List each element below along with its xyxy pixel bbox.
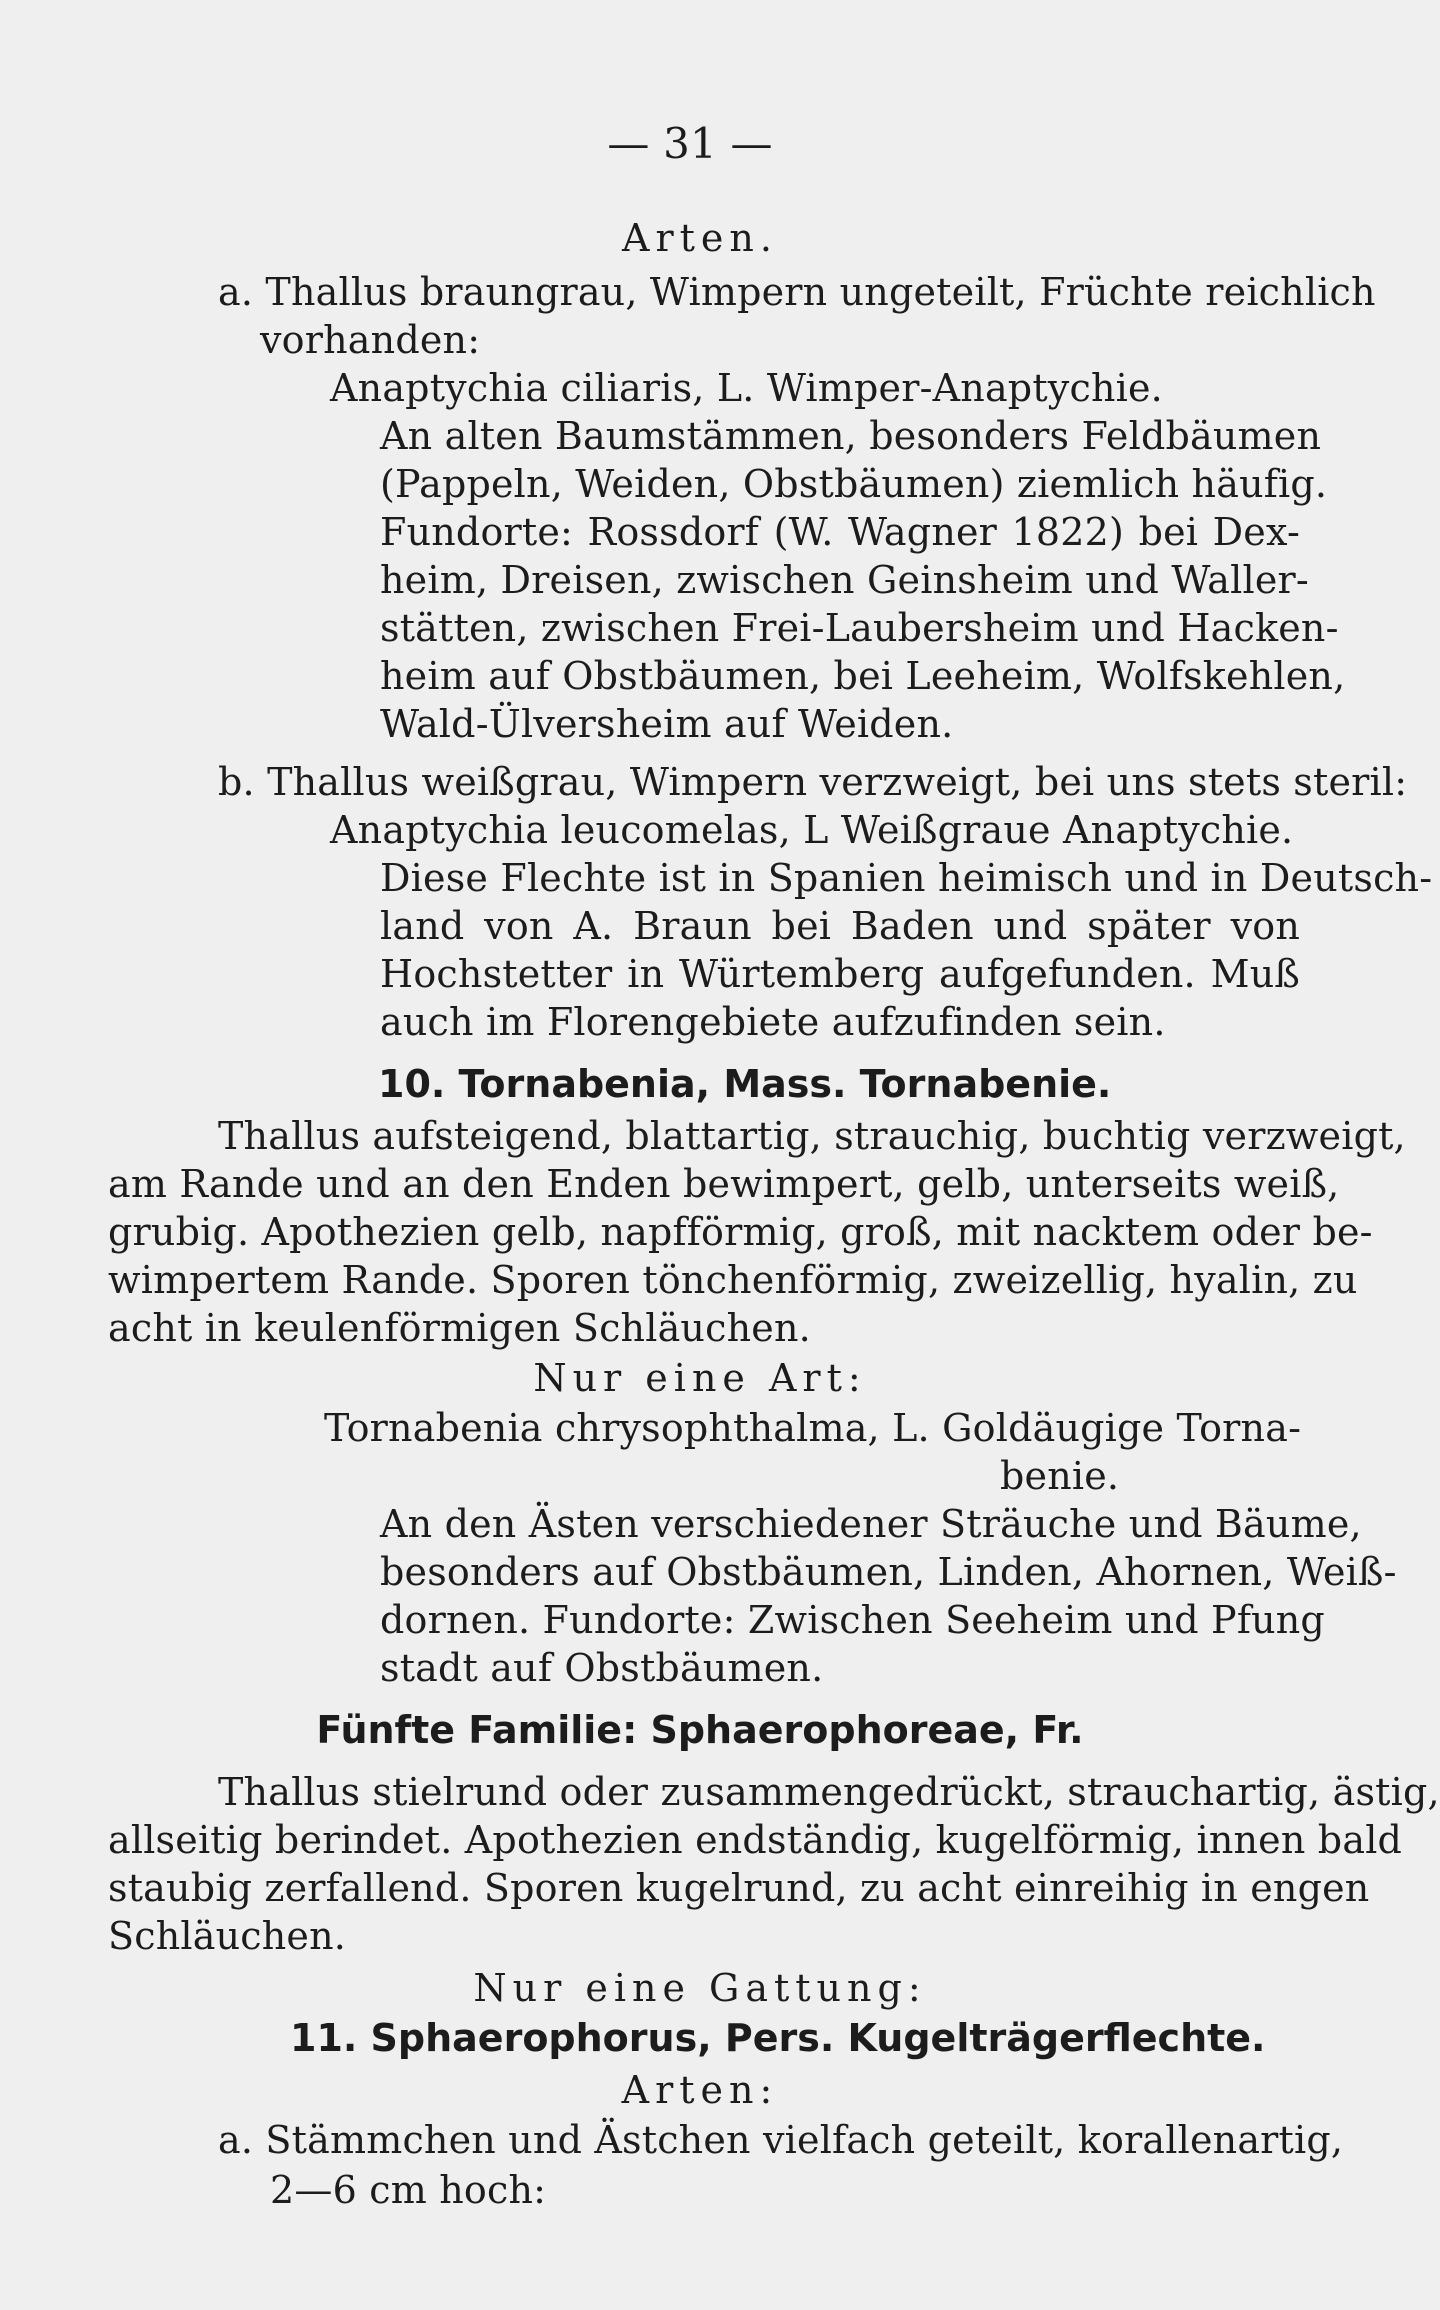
text-line: b. Thallus weißgrau, Wimpern verzweigt, bei uns stets steril:	[218, 760, 1408, 804]
family-heading-sphaerophoreae: Fünfte Familie: Sphaerophoreae, Fr.	[316, 1708, 1084, 1752]
section-heading-nur-eine-gattung: Nur eine Gattung:	[473, 1966, 927, 2010]
text-line: Hochstetter in Würtemberg aufgefunden. Muß	[380, 952, 1300, 996]
text-line: a. Thallus braungrau, Wimpern ungeteilt, Früchte reichlich	[218, 270, 1376, 314]
text-line: vorhanden:	[260, 318, 481, 362]
text-line: Fundorte: Rossdorf (W. Wagner 1822) bei Dex-	[380, 510, 1300, 554]
text-line: auch im Florengebiete aufzufinden sein.	[380, 1000, 1166, 1044]
section-heading-arten-2: Arten:	[621, 2068, 779, 2112]
text-line: An den Ästen verschiedener Sträuche und Bäume,	[380, 1502, 1362, 1546]
text-line: Schläuchen.	[108, 1914, 347, 1958]
species-name: Anaptychia ciliaris, L. Wimper-Anaptychie.	[330, 366, 1163, 410]
page-number: — 31 —	[607, 119, 773, 168]
text-line: besonders auf Obstbäumen, Linden, Ahornen, Weiß-	[380, 1550, 1397, 1594]
genus-heading-tornabenia: 10. Tornabenia, Mass. Tornabenie.	[378, 1062, 1112, 1106]
genus-heading-sphaerophorus: 11. Sphaerophorus, Pers. Kugelträgerflechte.	[290, 2016, 1266, 2060]
text-line: An alten Baumstämmen, besonders Feldbäumen	[380, 414, 1322, 458]
text-line: am Rande und an den Enden bewimpert, gelb, unterseits weiß,	[108, 1162, 1340, 1206]
species-name: Tornabenia chrysophthalma, L. Goldäugige Torna-	[324, 1406, 1302, 1450]
text-line: a. Stämmchen und Ästchen vielfach geteilt, korallenartig,	[218, 2118, 1344, 2162]
text-line: land von A. Braun bei Baden und später von	[380, 904, 1300, 948]
section-heading-nur-eine-art: Nur eine Art:	[533, 1356, 867, 1400]
text-line: stätten, zwischen Frei-Laubersheim und Hacken-	[380, 606, 1339, 650]
species-name: Anaptychia leucomelas, L Weißgraue Anaptychie.	[330, 808, 1294, 852]
text-line: Thallus stielrund oder zusammengedrückt, strauchartig, ästig,	[218, 1770, 1440, 1814]
text-line: stadt auf Obstbäumen.	[380, 1646, 824, 1690]
text-line: staubig zerfallend. Sporen kugelrund, zu acht einreihig in engen	[108, 1866, 1370, 1910]
text-line: benie.	[1000, 1454, 1120, 1498]
text-line: heim auf Obstbäumen, bei Leeheim, Wolfskehlen,	[380, 654, 1346, 698]
text-line: Thallus aufsteigend, blattartig, strauchig, buchtig verzweigt,	[218, 1114, 1406, 1158]
text-line: dornen. Fundorte: Zwischen Seeheim und Pfung	[380, 1598, 1325, 1642]
text-line: grubig. Apothezien gelb, napfförmig, groß, mit nacktem oder be-	[108, 1210, 1373, 1254]
text-line: 2—6 cm hoch:	[270, 2168, 547, 2212]
text-line: heim, Dreisen, zwischen Geinsheim und Waller-	[380, 558, 1309, 602]
text-line: allseitig berindet. Apothezien endständig, kugelförmig, innen bald	[108, 1818, 1403, 1862]
text-line: Wald-Ülversheim auf Weiden.	[380, 702, 954, 746]
text-line: acht in keulenförmigen Schläuchen.	[108, 1306, 811, 1350]
text-line: (Pappeln, Weiden, Obstbäumen) ziemlich häufig.	[380, 462, 1328, 506]
text-line: Diese Flechte ist in Spanien heimisch und in Deutsch-	[380, 856, 1433, 900]
text-line: wimpertem Rande. Sporen tönchenförmig, zweizellig, hyalin, zu	[108, 1258, 1358, 1302]
section-heading-arten: Arten.	[622, 216, 778, 260]
